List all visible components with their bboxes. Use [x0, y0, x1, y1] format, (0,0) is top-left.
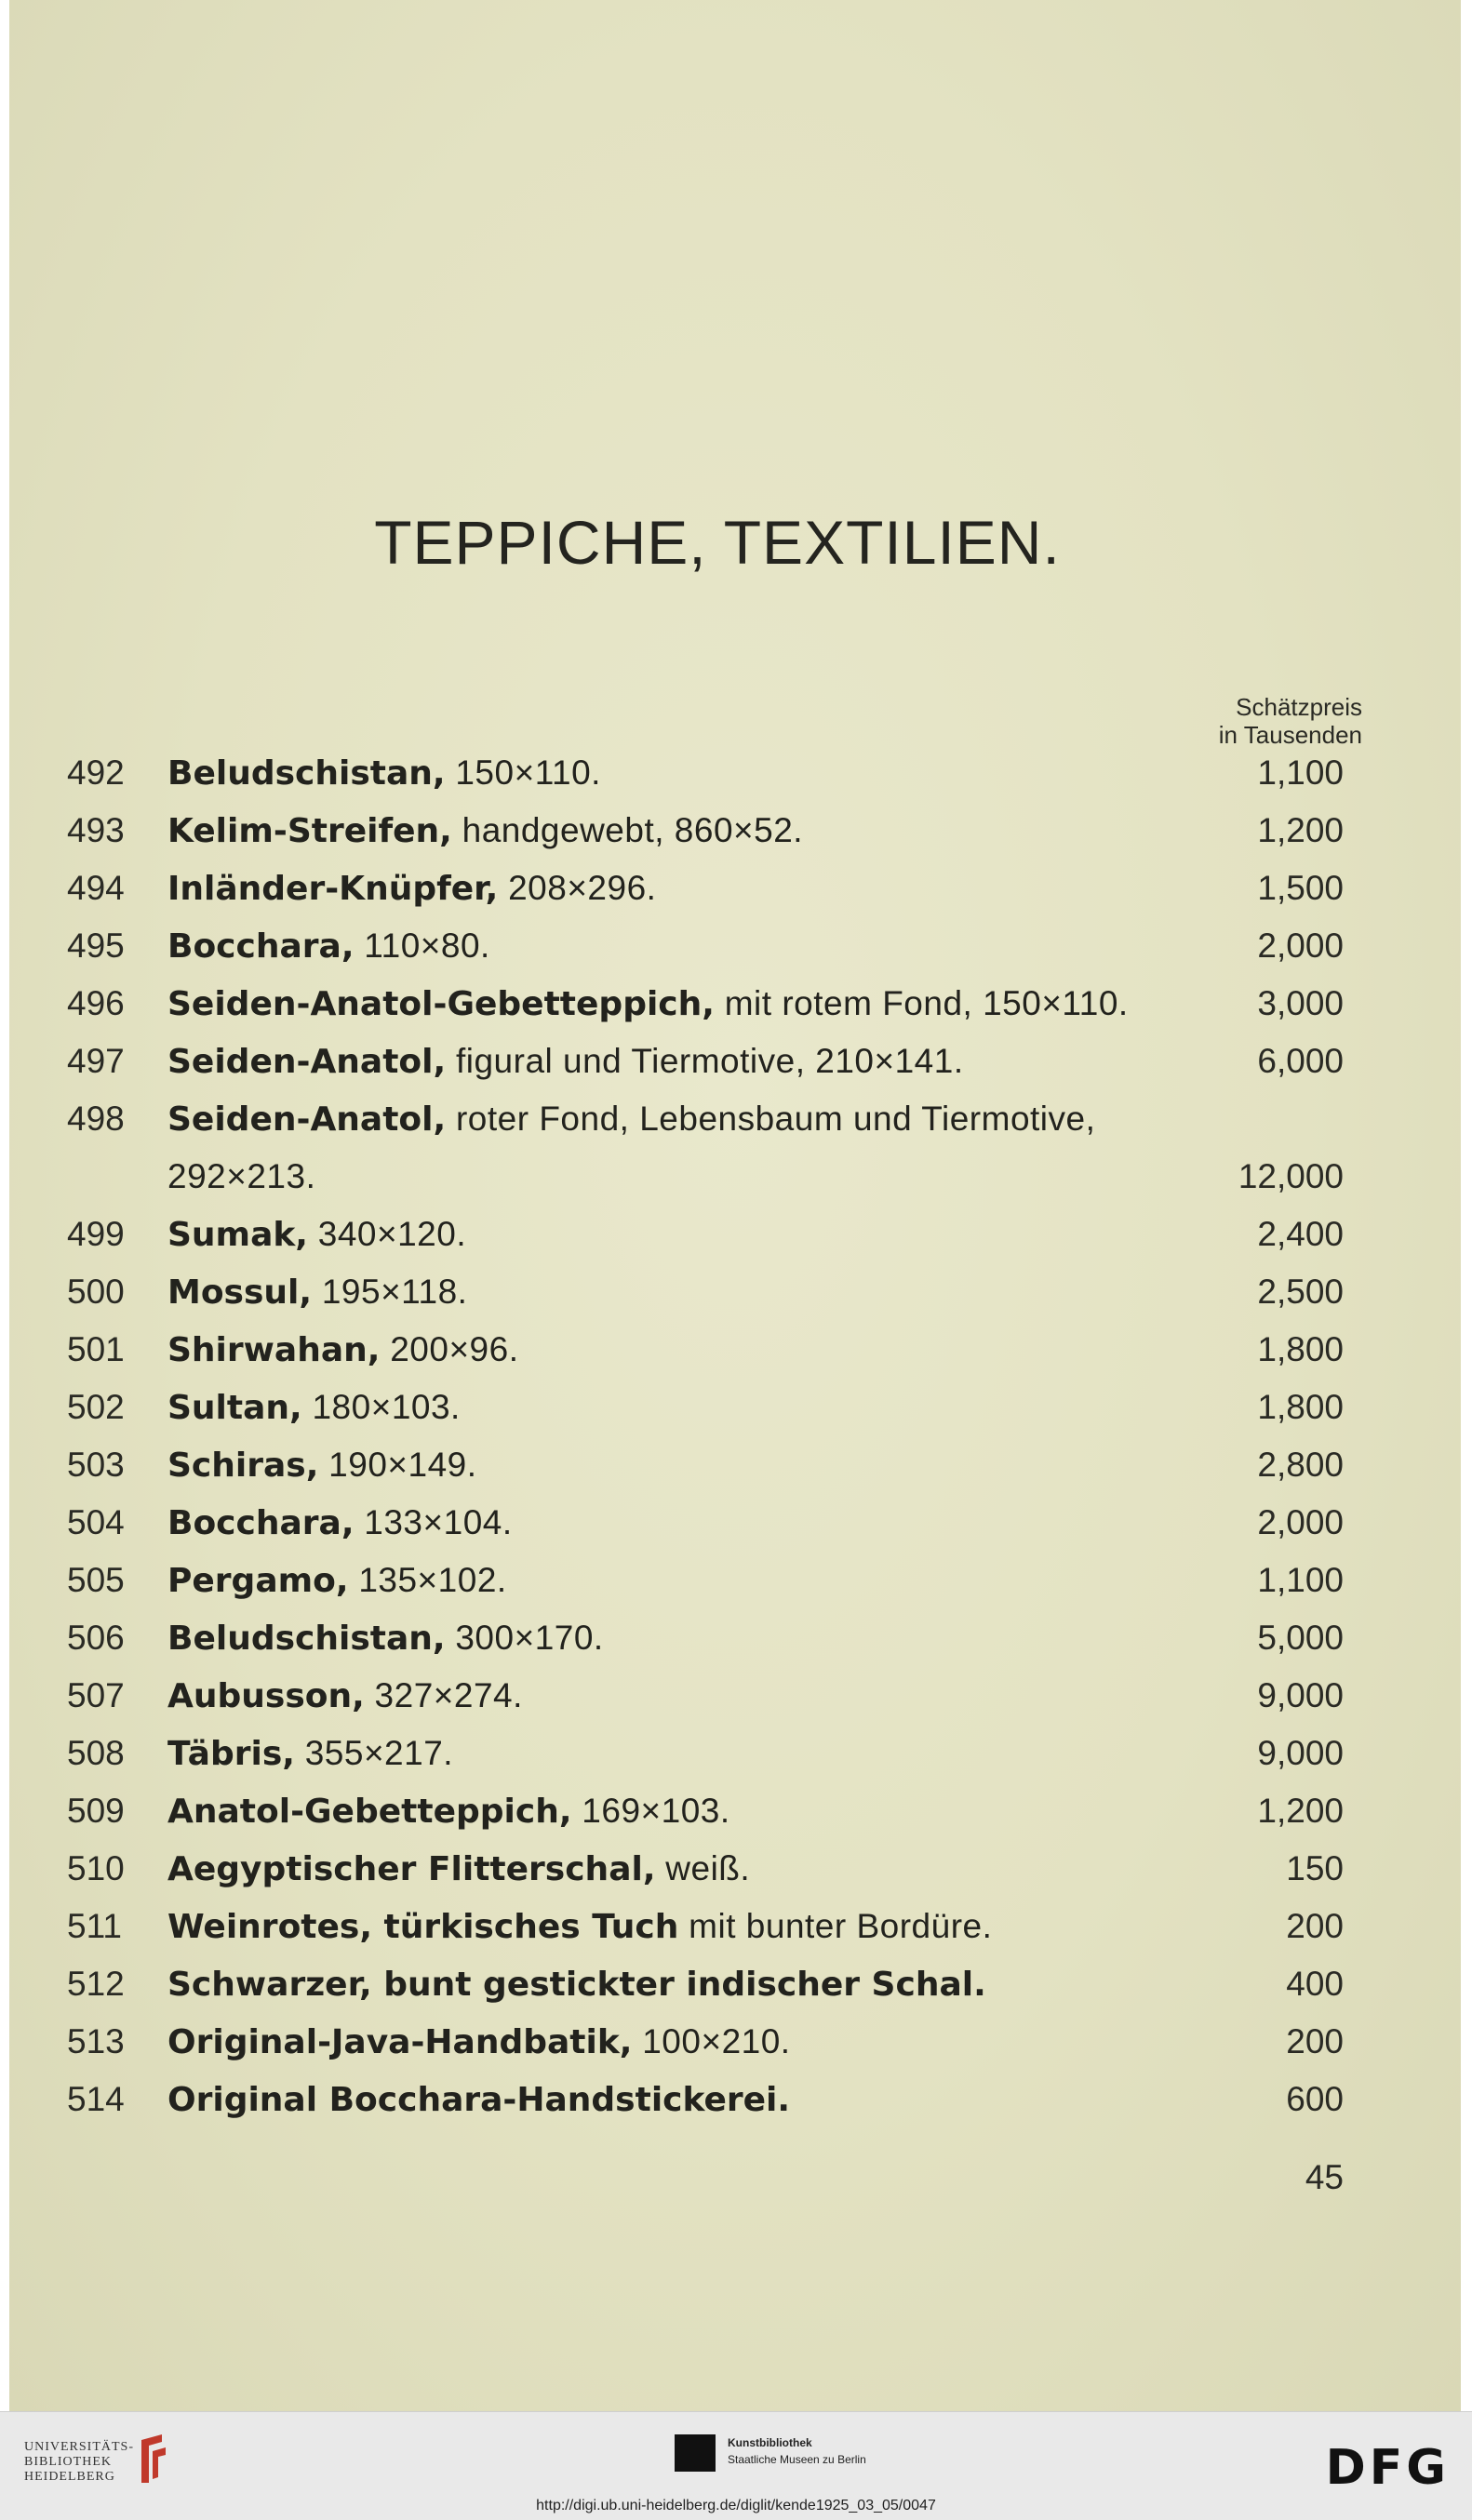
item-details: 200×96. [380, 1330, 519, 1368]
item-price: 2,400 [1257, 1215, 1344, 1253]
item-description [167, 744, 601, 803]
item-number: 510 [67, 1849, 125, 1887]
item-number: 508 [67, 1734, 125, 1772]
kunstbibliothek-label [728, 2434, 866, 2468]
item-description [167, 1552, 507, 1610]
item-number: 497 [67, 1042, 125, 1080]
item-description [167, 1898, 992, 1956]
item-price: 2,500 [1257, 1273, 1344, 1311]
item-description [167, 917, 490, 976]
item-number: 504 [67, 1503, 125, 1541]
list-item [9, 1321, 1461, 1379]
item-description [167, 860, 656, 918]
item-name: Shirwahan, [167, 1331, 381, 1369]
list-item [9, 1898, 1461, 1955]
item-details: 180×103. [301, 1388, 461, 1426]
item-details: 208×296. [498, 869, 657, 907]
item-number: 501 [67, 1330, 125, 1368]
item-price: 1,500 [1257, 869, 1344, 907]
item-price: 2,000 [1257, 927, 1344, 965]
list-item [9, 1033, 1461, 1090]
dfg-logo: DFG [1325, 2440, 1450, 2496]
list-item [9, 1782, 1461, 1840]
item-price: 1,200 [1257, 1792, 1344, 1830]
item-price: 150 [1286, 1849, 1344, 1887]
item-number: 513 [67, 2022, 125, 2060]
item-price: 2,800 [1257, 1446, 1344, 1484]
item-description [167, 1955, 986, 2014]
price-header-line-2: in Tausenden [1218, 721, 1362, 749]
item-number: 511 [67, 1907, 122, 1945]
page-number: 45 [1305, 2158, 1344, 2196]
item-details: mit rotem Fond, 150×110. [714, 984, 1129, 1022]
item-description [167, 1840, 750, 1899]
item-description [167, 1667, 523, 1726]
item-number: 496 [67, 984, 125, 1022]
item-price: 1,800 [1257, 1388, 1344, 1426]
list-item [9, 2013, 1461, 2071]
item-description [167, 1494, 513, 1553]
item-price: 9,000 [1257, 1676, 1344, 1714]
item-name: Weinrotes, türkisches Tuch [167, 1908, 679, 1946]
item-number: 506 [67, 1619, 125, 1657]
item-description [167, 1379, 461, 1437]
item-details: 340×120. [307, 1215, 467, 1253]
item-name: Seiden-Anatol, [167, 1100, 447, 1139]
item-number: 500 [67, 1273, 125, 1311]
item-number: 505 [67, 1561, 125, 1599]
item-name: Original-Java-Handbatik, [167, 2023, 633, 2061]
item-details: 135×102. [348, 1561, 507, 1599]
item-details: weiß. [655, 1849, 751, 1887]
item-name: Bocchara, [167, 927, 355, 966]
item-name: Sultan, [167, 1389, 302, 1427]
item-description [167, 975, 1129, 1033]
item-price: 400 [1286, 1965, 1344, 2003]
item-description [167, 1321, 519, 1380]
item-details: 100×210. [632, 2022, 791, 2060]
item-name: Mossul, [167, 1273, 313, 1312]
list-item [9, 1263, 1461, 1321]
item-name: Beludschistan, [167, 754, 446, 793]
item-details: 190×149. [318, 1446, 477, 1484]
item-name: Täbris, [167, 1735, 295, 1773]
item-name: Schiras, [167, 1447, 319, 1485]
item-details: 169×103. [571, 1792, 730, 1830]
list-item [9, 1725, 1461, 1782]
item-details: handgewebt, 860×52. [451, 811, 804, 849]
list-item [9, 2071, 1461, 2128]
catalog-page [9, 0, 1461, 2411]
item-description [167, 802, 803, 860]
price-column-header [1219, 693, 1362, 749]
item-name: Pergamo, [167, 1562, 349, 1600]
item-name: Original Bocchara-Handstickerei. [167, 2081, 791, 2119]
item-details: 150×110. [445, 753, 601, 792]
item-price: 12,000 [1238, 1157, 1344, 1195]
item-details: roter Fond, Lebensbaum und Tiermotive, [446, 1100, 1096, 1138]
list-item [9, 1552, 1461, 1609]
item-description [167, 1609, 604, 1668]
item-price: 1,800 [1257, 1330, 1344, 1368]
item-details: 133×104. [354, 1503, 513, 1541]
list-item [9, 1436, 1461, 1494]
item-number: 514 [67, 2080, 125, 2118]
item-number: 494 [67, 869, 125, 907]
item-price: 1,100 [1257, 1561, 1344, 1599]
item-description [167, 1782, 730, 1841]
list-item [9, 1379, 1461, 1436]
list-item [9, 1955, 1461, 2013]
item-description [167, 2071, 790, 2129]
price-header-line-1: Schätzpreis [1236, 693, 1362, 721]
ub-logo-line-1: UNIVERSITÄTS- [24, 2440, 134, 2454]
item-details: 195×118. [312, 1273, 468, 1311]
item-number: 498 [67, 1100, 125, 1138]
item-description [167, 1090, 1095, 1149]
item-name: Beludschistan, [167, 1620, 446, 1658]
item-details: 355×217. [294, 1734, 454, 1772]
item-price: 600 [1286, 2080, 1344, 2118]
item-name: Sumak, [167, 1216, 308, 1254]
item-details: 110×80. [354, 927, 490, 965]
item-price: 200 [1286, 1907, 1344, 1945]
list-item [9, 1667, 1461, 1725]
item-name: Inländer-Knüpfer, [167, 870, 499, 908]
list-item [9, 802, 1461, 860]
ub-heidelberg-mark-icon [134, 2431, 171, 2487]
ub-heidelberg-logo [24, 2440, 134, 2485]
item-name: Seiden-Anatol, [167, 1043, 447, 1081]
item-number: 502 [67, 1388, 125, 1426]
list-item [9, 744, 1461, 802]
item-price: 9,000 [1257, 1734, 1344, 1772]
item-description [167, 1263, 467, 1322]
item-number: 509 [67, 1792, 125, 1830]
page-title: TEPPICHE, TEXTILIEN. [374, 508, 1061, 577]
item-details: mit bunter Bordüre. [678, 1907, 993, 1945]
item-price: 1,100 [1257, 753, 1344, 792]
list-item [9, 860, 1461, 917]
kunstbibliothek-logo-icon [675, 2434, 716, 2472]
item-number: 493 [67, 811, 125, 849]
item-description [167, 1725, 453, 1783]
item-name: Kelim-Streifen, [167, 812, 452, 850]
item-number: 507 [67, 1676, 125, 1714]
item-name: Anatol-Gebetteppich, [167, 1793, 572, 1831]
item-name: Bocchara, [167, 1504, 355, 1542]
item-number: 512 [67, 1965, 125, 2003]
list-item [9, 1840, 1461, 1898]
item-name: Aegyptischer Flitterschal, [167, 1850, 656, 1888]
list-item [9, 1494, 1461, 1552]
item-price: 1,200 [1257, 811, 1344, 849]
item-description [167, 1436, 477, 1495]
item-details: figural und Tiermotive, 210×141. [446, 1042, 964, 1080]
item-name: Seiden-Anatol-Gebetteppich, [167, 985, 715, 1023]
item-number: 495 [67, 927, 125, 965]
item-price: 6,000 [1257, 1042, 1344, 1080]
kunstbibliothek-name: Kunstbibliothek [728, 2436, 812, 2449]
item-price: 2,000 [1257, 1503, 1344, 1541]
item-name: Aubusson, [167, 1677, 365, 1715]
list-item [9, 1206, 1461, 1263]
item-price: 3,000 [1257, 984, 1344, 1022]
list-item [9, 1090, 1461, 1206]
ub-logo-line-3: HEIDELBERG [24, 2470, 115, 2484]
item-price: 200 [1286, 2022, 1344, 2060]
item-description [167, 1206, 466, 1264]
list-item [9, 917, 1461, 975]
item-description [167, 2013, 791, 2072]
item-description [167, 1033, 964, 1091]
source-url[interactable]: http://digi.ub.uni-heidelberg.de/diglit/kende1925_03_05/0047 [536, 2498, 936, 2513]
item-details: 327×274. [364, 1676, 523, 1714]
ub-logo-line-2: BIBLIOTHEK [24, 2455, 112, 2469]
item-details: 300×170. [445, 1619, 604, 1657]
item-number: 499 [67, 1215, 125, 1253]
item-price: 5,000 [1257, 1619, 1344, 1657]
footer-bar [0, 2411, 1472, 2520]
list-item [9, 1609, 1461, 1667]
item-number: 503 [67, 1446, 125, 1484]
item-number: 492 [67, 753, 125, 792]
list-item [9, 975, 1461, 1033]
item-name: Schwarzer, bunt gestickter indischer Schal. [167, 1966, 986, 2004]
item-details-continued: 292×213. [167, 1157, 316, 1195]
kunstbibliothek-subtitle: Staatliche Museen zu Berlin [728, 2453, 866, 2466]
